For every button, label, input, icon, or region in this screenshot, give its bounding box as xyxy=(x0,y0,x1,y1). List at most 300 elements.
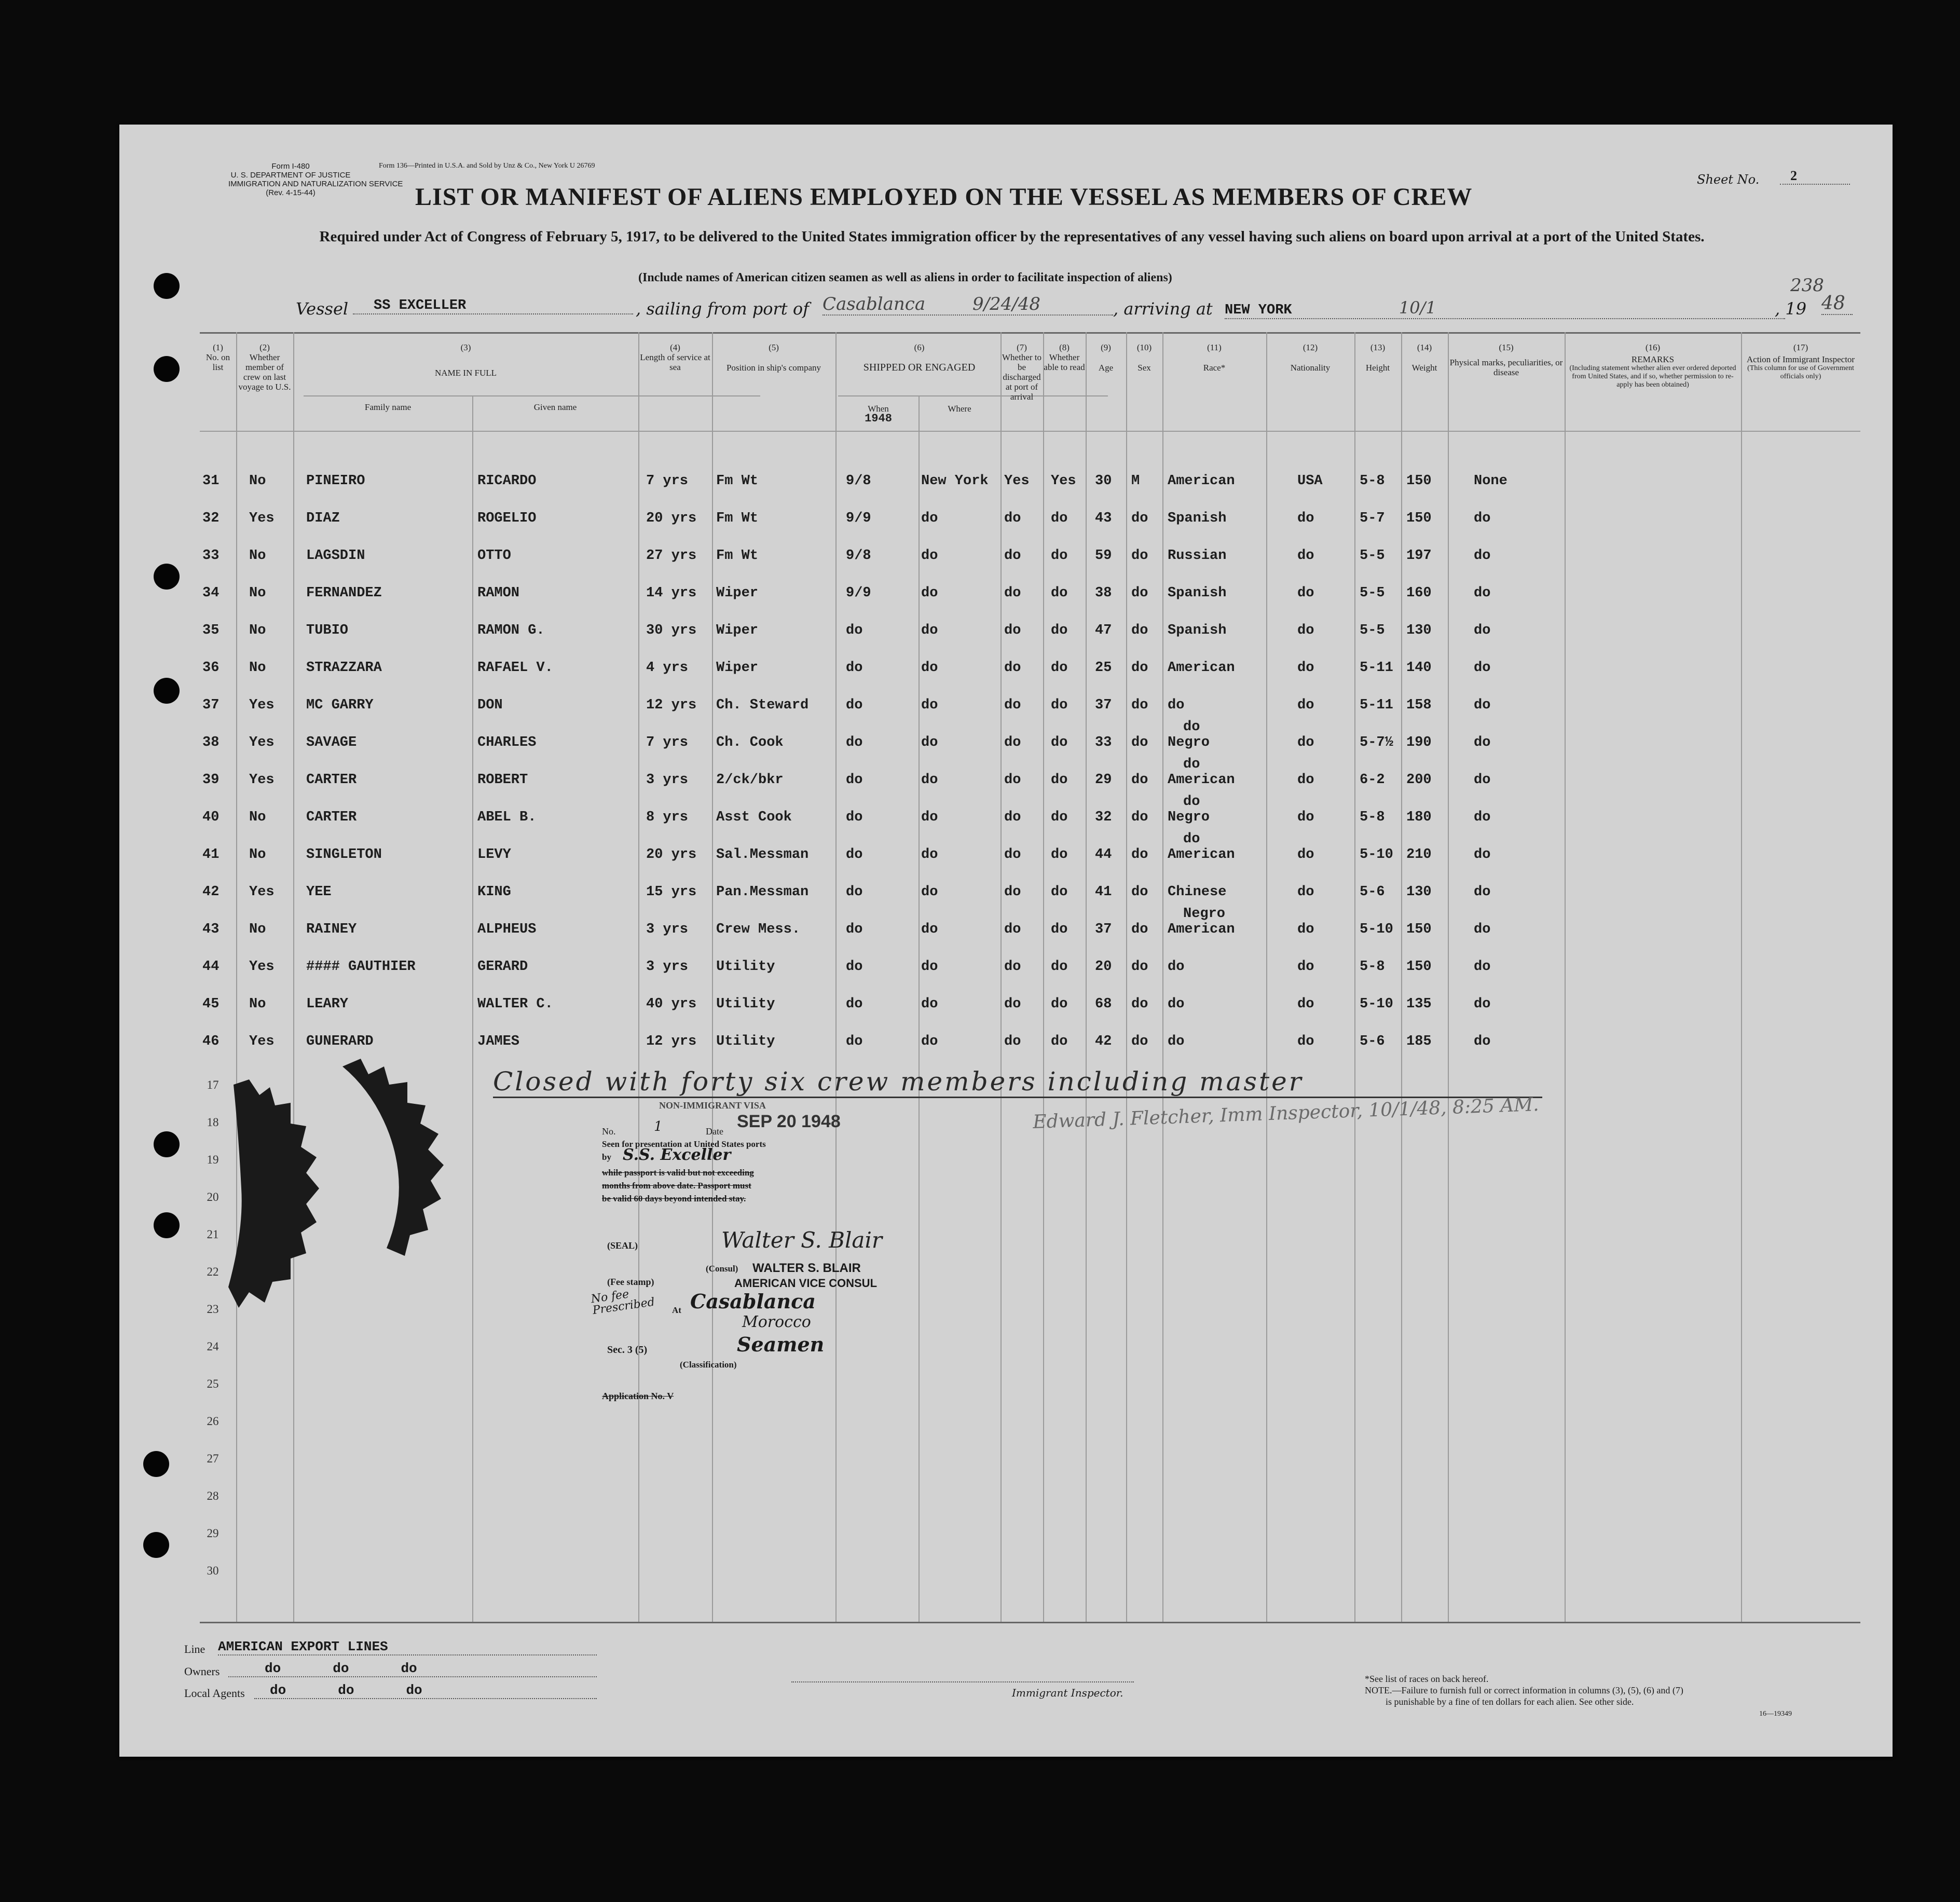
position: Asst Cook xyxy=(716,810,792,825)
col-divider xyxy=(293,332,294,1622)
given-name: ROBERT xyxy=(477,772,528,788)
service-length: 20 yrs xyxy=(646,847,697,863)
row-number: 45 xyxy=(202,996,220,1012)
able-to-read: do xyxy=(1051,884,1068,900)
able-to-read: do xyxy=(1051,996,1068,1012)
wax-seal-left-icon xyxy=(213,1074,327,1318)
able-to-read: do xyxy=(1051,697,1068,713)
family-name: RAINEY xyxy=(306,922,357,937)
col-divider xyxy=(1126,332,1127,1622)
given-name: GERARD xyxy=(477,959,528,975)
row-number: 31 xyxy=(202,473,220,489)
position: Utility xyxy=(716,996,775,1012)
race: American xyxy=(1168,772,1235,788)
line-label: Line xyxy=(184,1643,205,1655)
prev-voyage: No xyxy=(249,922,266,937)
physical-marks: do xyxy=(1474,847,1491,863)
prev-voyage: Yes xyxy=(249,772,275,788)
family-name: GUNERARD xyxy=(306,1034,374,1049)
shipped-where: do xyxy=(921,511,938,526)
service-length: 15 yrs xyxy=(646,884,697,900)
discharged: do xyxy=(1004,660,1021,676)
family-name: CARTER xyxy=(306,772,357,788)
service-length: 3 yrs xyxy=(646,959,689,975)
given-name: ABEL B. xyxy=(477,810,537,825)
age: 30 xyxy=(1095,473,1112,489)
row-number: 36 xyxy=(202,660,220,676)
shipped-when: 9/9 xyxy=(846,511,871,526)
service-name: IMMIGRATION AND NATURALIZATION SERVICE xyxy=(228,180,403,188)
family-name: TUBIO xyxy=(306,623,349,638)
name-sub-rule xyxy=(304,395,760,396)
race: American xyxy=(1168,922,1235,937)
prev-voyage: No xyxy=(249,585,266,601)
weight: 140 xyxy=(1406,660,1432,676)
empty-row-number: 23 xyxy=(207,1303,219,1316)
age: 32 xyxy=(1095,810,1112,825)
empty-row-number: 25 xyxy=(207,1377,219,1390)
service-length: 3 yrs xyxy=(646,922,689,937)
shipped-where: do xyxy=(921,884,938,900)
sex: do xyxy=(1131,996,1148,1012)
empty-row-number: 24 xyxy=(207,1340,219,1353)
col1-header: (1) No. on list xyxy=(205,343,230,372)
col13-header: (13) Height xyxy=(1365,343,1390,373)
visa-at-value: Casablanca xyxy=(690,1290,816,1313)
empty-row-number: 18 xyxy=(207,1116,219,1129)
sex: do xyxy=(1131,1034,1148,1049)
age: 68 xyxy=(1095,996,1112,1012)
weight: 130 xyxy=(1406,884,1432,900)
age: 59 xyxy=(1095,548,1112,564)
physical-marks: None xyxy=(1474,473,1507,489)
year-prefix: , 19 xyxy=(1775,299,1807,319)
col8-header: (8) Whether able to read xyxy=(1044,343,1085,372)
col16-header: (16) REMARKS (Including statement whether alien ever ordered deported from United States, and if so, whether permission to re-apply has been obtained) xyxy=(1569,343,1736,389)
age: 29 xyxy=(1095,772,1112,788)
family-name: CARTER xyxy=(306,810,357,825)
sex: do xyxy=(1131,810,1148,825)
able-to-read: do xyxy=(1051,1034,1068,1049)
shipped-when: do xyxy=(846,884,863,900)
discharged: Yes xyxy=(1004,473,1030,489)
table-bottom-rule xyxy=(200,1622,1860,1623)
line-value: AMERICAN EXPORT LINES xyxy=(218,1639,597,1655)
shipped-when: do xyxy=(846,697,863,713)
able-to-read: do xyxy=(1051,511,1068,526)
able-to-read: do xyxy=(1051,548,1068,564)
able-to-read: do xyxy=(1051,922,1068,937)
closing-note: Closed with forty six crew members including master xyxy=(493,1066,1542,1098)
shipped-when: do xyxy=(846,1034,863,1049)
row-number: 33 xyxy=(202,548,220,564)
weight: 200 xyxy=(1406,772,1432,788)
age: 20 xyxy=(1095,959,1112,975)
physical-marks: do xyxy=(1474,884,1491,900)
inspector-label: Immigrant Inspector. xyxy=(1012,1687,1123,1699)
position: Utility xyxy=(716,1034,775,1049)
col-divider xyxy=(1741,332,1742,1622)
shipped-where: do xyxy=(921,810,938,825)
col-divider xyxy=(236,332,237,1622)
empty-row-number: 29 xyxy=(207,1527,219,1540)
row-number: 34 xyxy=(202,585,220,601)
sex: do xyxy=(1131,847,1148,863)
height: 5-5 xyxy=(1360,585,1385,601)
visa-fee-hand: No fee Prescribed xyxy=(590,1288,656,1318)
col-divider xyxy=(1565,332,1566,1622)
weight: 150 xyxy=(1406,511,1432,526)
sex: do xyxy=(1131,772,1148,788)
sex: do xyxy=(1131,511,1148,526)
empty-row-number: 30 xyxy=(207,1564,219,1577)
weight: 210 xyxy=(1406,847,1432,863)
physical-marks: do xyxy=(1474,735,1491,750)
age: 33 xyxy=(1095,735,1112,750)
visa-by-value: S.S. Exceller xyxy=(623,1146,731,1164)
family-name: SINGLETON xyxy=(306,847,382,863)
form-id-block xyxy=(228,162,403,197)
col-divider xyxy=(1043,332,1044,1622)
weight: 190 xyxy=(1406,735,1432,750)
shipped-where: do xyxy=(921,585,938,601)
visa-by-label: by xyxy=(602,1152,611,1162)
able-to-read: do xyxy=(1051,623,1068,638)
physical-marks: do xyxy=(1474,996,1491,1012)
service-length: 14 yrs xyxy=(646,585,697,601)
shipped-when: 9/8 xyxy=(846,473,871,489)
height: 5-7 xyxy=(1360,511,1385,526)
consul-label: (Consul) xyxy=(706,1264,738,1274)
discharged: do xyxy=(1004,884,1021,900)
family-name: FERNANDEZ xyxy=(306,585,382,601)
height: 5-10 xyxy=(1360,922,1393,937)
col2-header: (2) Whether member of crew on last voyage to U.S. xyxy=(238,343,291,392)
family-name: MC GARRY xyxy=(306,697,374,713)
form-number: Form I-480 xyxy=(271,162,310,171)
position: Wiper xyxy=(716,660,759,676)
footer-note2: NOTE.—Failure to furnish full or correct information in columns (3), (5), (6) and (7) xyxy=(1365,1685,1683,1695)
able-to-read: Yes xyxy=(1051,473,1076,489)
binder-hole xyxy=(154,1131,180,1157)
prev-voyage: No xyxy=(249,473,266,489)
year-suffix: 48 xyxy=(1821,293,1853,315)
age: 43 xyxy=(1095,511,1112,526)
able-to-read: do xyxy=(1051,959,1068,975)
shipped-when: do xyxy=(846,735,863,750)
col-divider xyxy=(1448,332,1449,1622)
nationality: do xyxy=(1297,585,1314,601)
col-divider xyxy=(1000,332,1002,1622)
service-length: 4 yrs xyxy=(646,660,689,676)
family-name: LEARY xyxy=(306,996,349,1012)
row-number: 43 xyxy=(202,922,220,937)
nationality: do xyxy=(1297,884,1314,900)
service-length: 12 yrs xyxy=(646,697,697,713)
height: 5-6 xyxy=(1360,1034,1385,1049)
binder-hole xyxy=(143,1532,169,1558)
prev-voyage: No xyxy=(249,548,266,564)
physical-marks: do xyxy=(1474,660,1491,676)
shipped-where: do xyxy=(921,772,938,788)
prev-voyage: Yes xyxy=(249,697,275,713)
given-name: ALPHEUS xyxy=(477,922,537,937)
prev-voyage: No xyxy=(249,660,266,676)
physical-marks: do xyxy=(1474,772,1491,788)
discharged: do xyxy=(1004,735,1021,750)
col-divider xyxy=(1162,332,1163,1622)
prev-voyage: Yes xyxy=(249,1034,275,1049)
race: do xyxy=(1168,697,1185,713)
row-number: 44 xyxy=(202,959,220,975)
prev-voyage: Yes xyxy=(249,511,275,526)
printer-line: Form 136—Printed in U.S.A. and Sold by Unz & Co., New York U 26769 xyxy=(379,162,595,170)
shipped-where: do xyxy=(921,660,938,676)
height: 5-11 xyxy=(1360,697,1393,713)
empty-row-number: 20 xyxy=(207,1191,219,1203)
nationality: USA xyxy=(1297,473,1323,489)
shipped-when: 9/8 xyxy=(846,548,871,564)
age: 41 xyxy=(1095,884,1112,900)
visa-classification-label: (Classification) xyxy=(680,1360,737,1370)
col3b-header: Given name xyxy=(533,402,577,412)
nationality: do xyxy=(1297,548,1314,564)
empty-row-number: 28 xyxy=(207,1489,219,1502)
row-number: 38 xyxy=(202,735,220,750)
race: Chinese xyxy=(1168,884,1227,900)
weight: 150 xyxy=(1406,922,1432,937)
service-length: 8 yrs xyxy=(646,810,689,825)
given-name: OTTO xyxy=(477,548,511,564)
binder-hole xyxy=(154,1212,180,1238)
nationality: do xyxy=(1297,623,1314,638)
physical-marks: do xyxy=(1474,623,1491,638)
given-name: WALTER C. xyxy=(477,996,553,1012)
age: 47 xyxy=(1095,623,1112,638)
family-name: PINEIRO xyxy=(306,473,365,489)
col4-header: (4) Length of service at sea xyxy=(640,343,710,372)
col12-header: (12) Nationality xyxy=(1290,343,1331,373)
weight: 150 xyxy=(1406,959,1432,975)
visa-header: NON-IMMIGRANT VISA xyxy=(659,1100,766,1111)
sex: do xyxy=(1131,585,1148,601)
height: 6-2 xyxy=(1360,772,1385,788)
race-ditto-above: Negro xyxy=(1183,906,1226,922)
nationality: do xyxy=(1297,511,1314,526)
family-name: YEE xyxy=(306,884,332,900)
sex: do xyxy=(1131,959,1148,975)
physical-marks: do xyxy=(1474,697,1491,713)
nationality: do xyxy=(1297,697,1314,713)
empty-row-number: 19 xyxy=(207,1153,219,1166)
race: do xyxy=(1168,959,1185,975)
height: 5-11 xyxy=(1360,660,1393,676)
shipped-where: New York xyxy=(921,473,989,489)
weight: 180 xyxy=(1406,810,1432,825)
race: Negro xyxy=(1168,735,1210,750)
physical-marks: do xyxy=(1474,810,1491,825)
visa-at-value2: Morocco xyxy=(742,1313,811,1331)
col3a-header: Family name xyxy=(364,402,412,412)
position: Utility xyxy=(716,959,775,975)
physical-marks: do xyxy=(1474,959,1491,975)
race-ditto-above: do xyxy=(1183,719,1200,735)
empty-row-number: 21 xyxy=(207,1228,219,1241)
family-name: SAVAGE xyxy=(306,735,357,750)
inspector-note: Edward J. Fletcher, Imm Inspector, 10/1/48, 8:25 AM. xyxy=(1032,1093,1540,1133)
shipped-where: do xyxy=(921,922,938,937)
position: Ch. Steward xyxy=(716,697,809,713)
service-length: 7 yrs xyxy=(646,735,689,750)
binder-hole xyxy=(154,564,180,590)
sex: M xyxy=(1131,473,1140,489)
visa-date-label: Date xyxy=(706,1126,723,1137)
nationality: do xyxy=(1297,922,1314,937)
service-length: 12 yrs xyxy=(646,1034,697,1049)
sheet-label: Sheet No. xyxy=(1697,172,1760,187)
footer-code: 16—19349 xyxy=(1759,1710,1792,1718)
given-name: RAMON G. xyxy=(477,623,545,638)
shipped-when: 9/9 xyxy=(846,585,871,601)
race-ditto-above: do xyxy=(1183,831,1200,847)
age: 25 xyxy=(1095,660,1112,676)
race: Spanish xyxy=(1168,623,1227,638)
manifest-note: (Include names of American citizen seamen as well as aliens in order to facilitate inspection of aliens) xyxy=(638,271,1172,284)
nationality: do xyxy=(1297,810,1314,825)
race: do xyxy=(1168,1034,1185,1049)
manifest-sheet xyxy=(119,125,1893,1757)
able-to-read: do xyxy=(1051,772,1068,788)
race: Spanish xyxy=(1168,585,1227,601)
height: 5-7½ xyxy=(1360,735,1393,750)
prev-voyage: Yes xyxy=(249,884,275,900)
discharged: do xyxy=(1004,772,1021,788)
owners-value: do do do xyxy=(228,1661,597,1677)
visa-sec: Sec. 3 (5) xyxy=(607,1344,648,1356)
physical-marks: do xyxy=(1474,1034,1491,1049)
height: 5-6 xyxy=(1360,884,1385,900)
footer-note1: *See list of races on back hereof. xyxy=(1365,1674,1489,1684)
agents-value: do do do xyxy=(254,1682,597,1699)
race: Spanish xyxy=(1168,511,1227,526)
arriving-port xyxy=(1225,298,1785,319)
given-name: RAMON xyxy=(477,585,520,601)
shipped-where: do xyxy=(921,1034,938,1049)
owners-label: Owners xyxy=(184,1665,220,1678)
height: 5-8 xyxy=(1360,473,1385,489)
able-to-read: do xyxy=(1051,660,1068,676)
weight: 158 xyxy=(1406,697,1432,713)
given-name: DON xyxy=(477,697,503,713)
shipped-sub-rule xyxy=(838,395,1108,396)
arriving-date: 10/1 xyxy=(1399,298,1436,318)
row-number: 42 xyxy=(202,884,220,900)
visa-date: SEP 20 1948 xyxy=(737,1112,841,1131)
position: Wiper xyxy=(716,585,759,601)
discharged: do xyxy=(1004,697,1021,713)
physical-marks: do xyxy=(1474,922,1491,937)
col7-header: (7) Whether to be discharged at port of arrival xyxy=(1002,343,1041,402)
given-name: RICARDO xyxy=(477,473,537,489)
shipped-where: do xyxy=(921,735,938,750)
race: American xyxy=(1168,847,1235,863)
position: Fm Wt xyxy=(716,473,759,489)
given-name: ROGELIO xyxy=(477,511,537,526)
race: American xyxy=(1168,660,1235,676)
visa-while: while passport is valid but not exceeding xyxy=(602,1168,754,1178)
weight: 135 xyxy=(1406,996,1432,1012)
visa-stamp xyxy=(590,1100,882,1515)
given-name: JAMES xyxy=(477,1034,520,1049)
prev-voyage: No xyxy=(249,996,266,1012)
sex: do xyxy=(1131,660,1148,676)
binder-hole xyxy=(154,678,180,704)
row-number: 32 xyxy=(202,511,220,526)
col-divider xyxy=(472,395,473,1622)
col14-header: (14) Weight xyxy=(1411,343,1437,373)
height: 5-10 xyxy=(1360,847,1393,863)
nationality: do xyxy=(1297,735,1314,750)
given-name: RAFAEL V. xyxy=(477,660,553,676)
family-name: LAGSDIN xyxy=(306,548,365,564)
height: 5-10 xyxy=(1360,996,1393,1012)
col9-header: (9) Age xyxy=(1098,343,1114,373)
arriving-port-name: NEW YORK xyxy=(1225,303,1292,318)
visa-seal-label: (SEAL) xyxy=(607,1240,638,1251)
col6a-header: When 1948 xyxy=(865,404,892,425)
col6-header: (6) SHIPPED OR ENGAGED xyxy=(863,343,976,373)
position: Crew Mess. xyxy=(716,922,801,937)
height: 5-8 xyxy=(1360,810,1385,825)
visa-application: Application No. V xyxy=(602,1391,674,1401)
row-number: 46 xyxy=(202,1034,220,1049)
age: 37 xyxy=(1095,922,1112,937)
service-length: 40 yrs xyxy=(646,996,697,1012)
prev-voyage: Yes xyxy=(249,959,275,975)
shipped-when: do xyxy=(846,847,863,863)
nationality: do xyxy=(1297,660,1314,676)
empty-row-number: 17 xyxy=(207,1078,219,1091)
nationality: do xyxy=(1297,772,1314,788)
given-name: CHARLES xyxy=(477,735,537,750)
nationality: do xyxy=(1297,847,1314,863)
shipped-where: do xyxy=(921,548,938,564)
col5-header: (5) Position in ship's company xyxy=(726,343,821,373)
visa-fee-stamp: (Fee stamp) xyxy=(607,1277,654,1287)
service-length: 7 yrs xyxy=(646,473,689,489)
empty-row-number: 26 xyxy=(207,1415,219,1428)
physical-marks: do xyxy=(1474,511,1491,526)
discharged: do xyxy=(1004,623,1021,638)
sailing-port xyxy=(823,294,1113,316)
sailing-label: , sailing from port of xyxy=(636,299,809,319)
empty-row-number: 22 xyxy=(207,1265,219,1278)
port-name: Casablanca xyxy=(823,294,926,314)
col-divider xyxy=(1086,332,1087,1622)
sex: do xyxy=(1131,623,1148,638)
vessel-label: Vessel xyxy=(296,299,349,319)
position: Fm Wt xyxy=(716,511,759,526)
weight: 160 xyxy=(1406,585,1432,601)
discharged: do xyxy=(1004,511,1021,526)
physical-marks: do xyxy=(1474,585,1491,601)
shipped-when: do xyxy=(846,959,863,975)
consul-signature: Walter S. Blair xyxy=(721,1227,882,1253)
given-name: KING xyxy=(477,884,511,900)
footer-note3: is punishable by a fine of ten dollars for each alien. See other side. xyxy=(1386,1696,1634,1707)
discharged: do xyxy=(1004,810,1021,825)
col15-header: (15) Physical marks, peculiarities, or disease xyxy=(1449,343,1563,377)
